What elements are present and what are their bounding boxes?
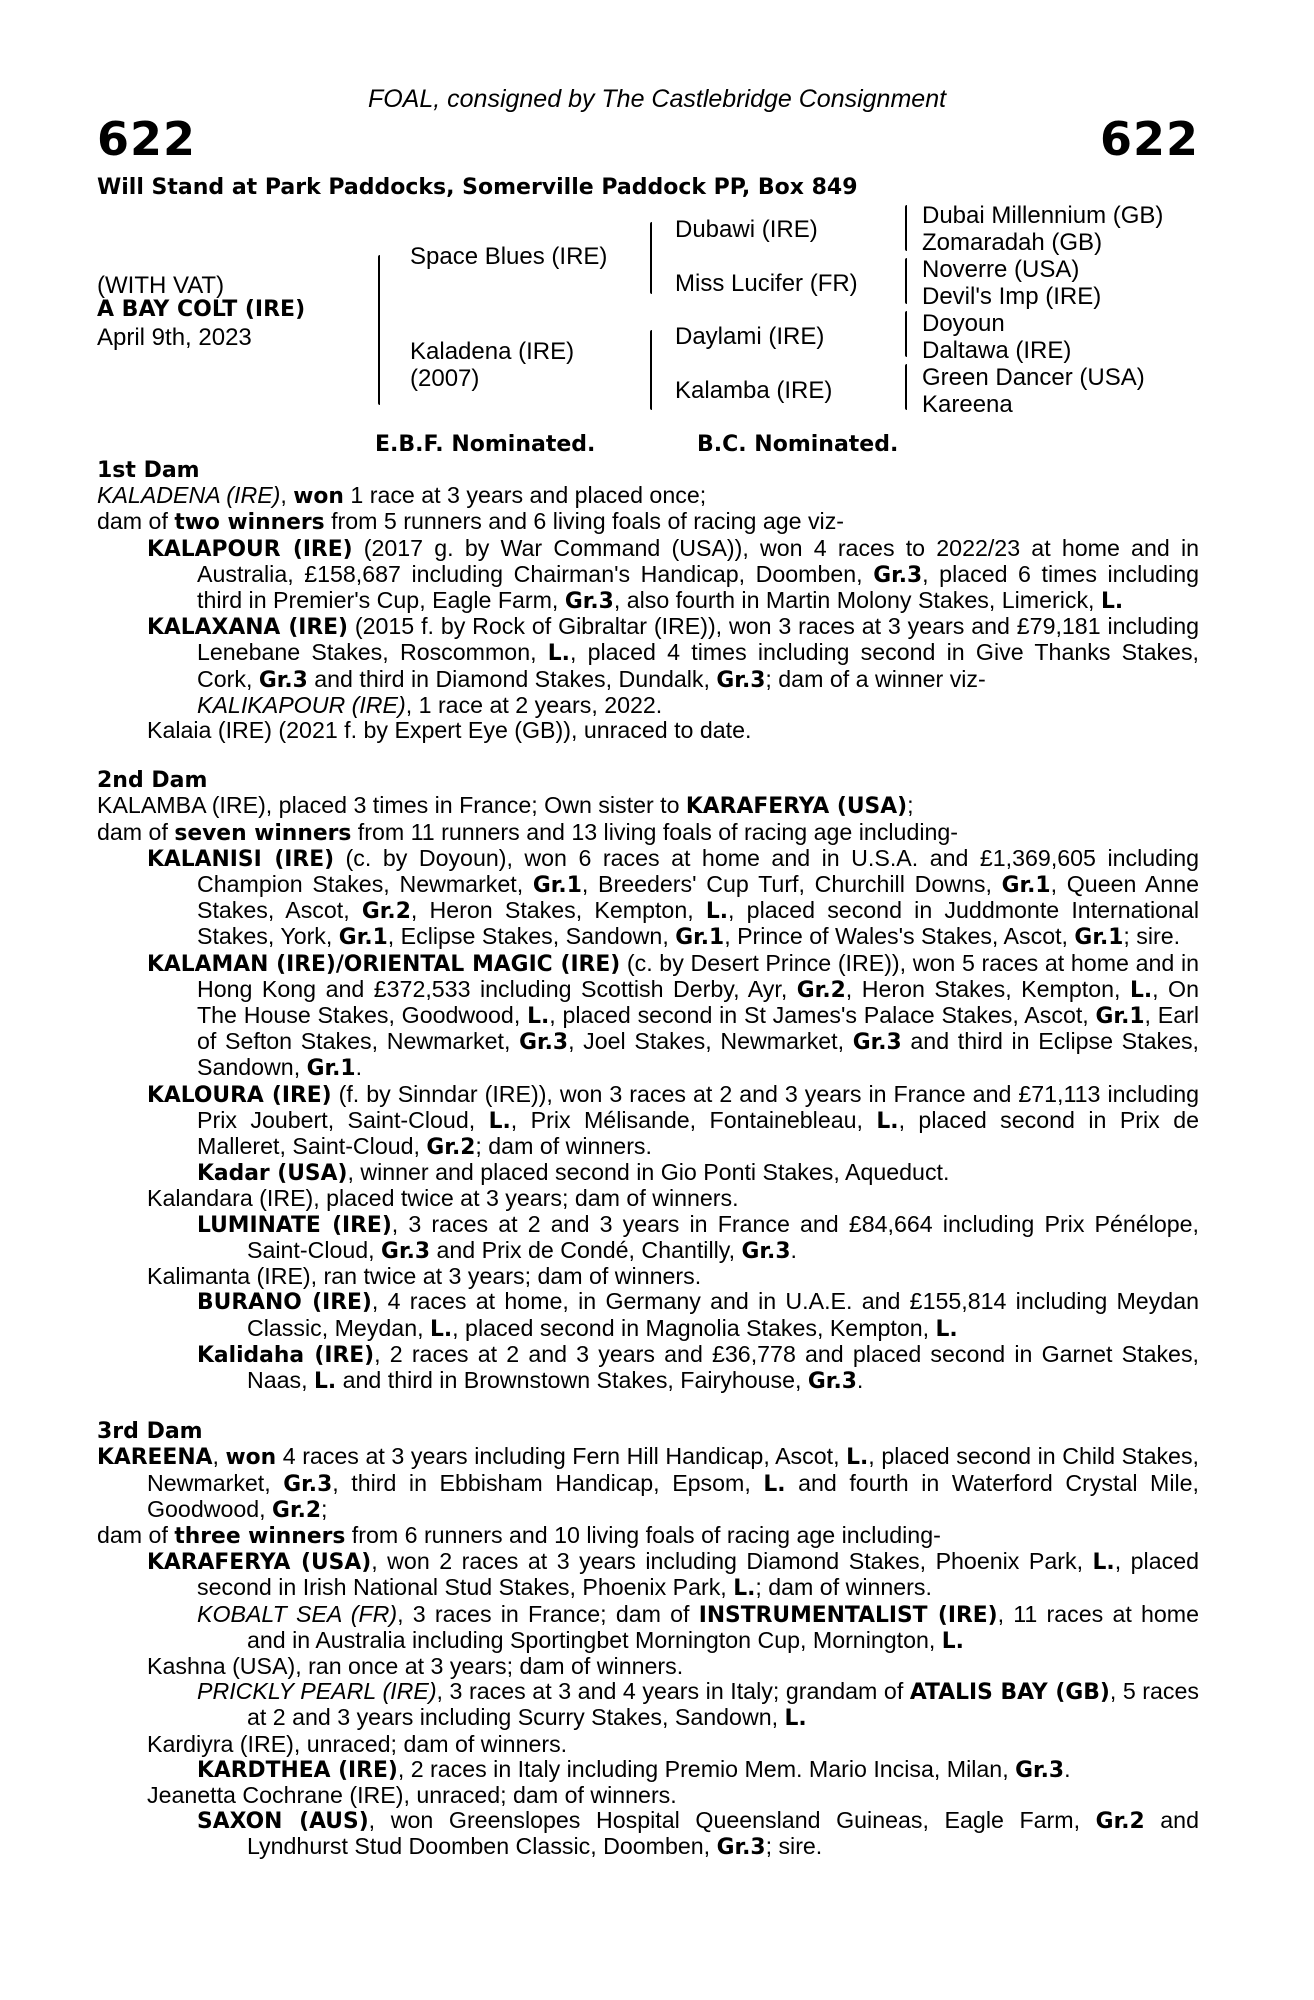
- produce-kadar: Kadar (USA), winner and placed second in Gio Ponti Stakes, Aqueduct.: [197, 1159, 950, 1187]
- dam1-line1: KALADENA (IRE), won 1 race at 3 years and placed once;: [97, 482, 707, 510]
- g-bracket-4: [905, 364, 907, 410]
- dam-name: Kaladena (IRE): [410, 338, 575, 365]
- produce-kashna: Kashna (USA), ran once at 3 years; dam of winners.: [147, 1652, 684, 1679]
- g-bracket-2: [905, 258, 907, 304]
- dam-bracket: [650, 330, 652, 410]
- section-1st-dam: 1st Dam: [97, 458, 200, 483]
- produce-kardiyra: Kardiyra (IRE), unraced; dam of winners.: [147, 1730, 568, 1757]
- gg-8: Kareena: [922, 391, 1013, 418]
- produce-jeanetta: Jeanetta Cochrane (IRE), unraced; dam of winners.: [147, 1781, 677, 1808]
- lot-number-left: 622: [97, 112, 197, 166]
- produce-kalaman: KALAMAN (IRE)/ORIENTAL MAGIC (IRE) (c. by Desert Prince (IRE)), won 5 races at home and in Hong Kong and £372,533 including Scottish Derby, Ayr, Gr.2, Heron Stakes, Kempton, L., On The House Stakes, Goodwood, L., placed second in St James's Palace Stakes, Ascot, Gr.1, Earl of Sefton Stakes, Newmarket, Gr.3, Joel Stakes, Newmarket, Gr.3 and third in Eclipse Stakes, Sandown, Gr.1.: [147, 949, 1199, 1082]
- produce-kalikapour: KALIKAPOUR (IRE), 1 race at 2 years, 2022.: [197, 691, 663, 718]
- produce-saxon: SAXON (AUS), won Greenslopes Hospital Queensland Guineas, Eagle Farm, Gr.2 and Lyndhurst Stud Doomben Classic, Doomben, Gr.3; sire.: [197, 1807, 1199, 1861]
- dam-year: (2007): [410, 365, 480, 392]
- produce-kaloura: KALOURA (IRE) (f. by Sinndar (IRE)), won 3 races at 2 and 3 years in France and £71,113 including Prix Joubert, Saint-Cloud, L., Prix Mélisande, Fontainebleau, L., placed second in Prix de Malleret, Saint-Cloud, Gr.2; dam of winners.: [147, 1080, 1199, 1161]
- bc-nominated: B.C. Nominated.: [697, 432, 899, 457]
- produce-kalanisi: KALANISI (IRE) (c. by Doyoun), won 6 races at home and in U.S.A. and £1,369,605 including Champion Stakes, Newmarket, Gr.1, Breeders' Cup Turf, Churchill Downs, Gr.1, Queen Anne Stakes, Ascot, Gr.2, Heron Stakes, Kempton, L., placed second in Juddmonte International Stakes, York, Gr.1, Eclipse Stakes, Sandown, Gr.1, Prince of Wales's Stakes, Ascot, Gr.1; sire.: [147, 844, 1199, 951]
- gg-2: Zomaradah (GB): [922, 229, 1103, 256]
- dam3-line2: dam of three winners from 6 runners and 10 living foals of racing age including-: [97, 1521, 941, 1549]
- foaling-date: April 9th, 2023: [97, 324, 252, 351]
- produce-prickly-pearl: PRICKLY PEARL (IRE), 3 races at 3 and 4 years in Italy; grandam of ATALIS BAY (GB), 5 races at 2 and 3 years including Scurry Stakes, Sandown, L.: [197, 1678, 1199, 1732]
- g-bracket-1: [905, 205, 907, 251]
- produce-kalandara: Kalandara (IRE), placed twice at 3 years; dam of winners.: [147, 1185, 739, 1212]
- produce-kalimanta: Kalimanta (IRE), ran twice at 3 years; dam of winners.: [147, 1263, 702, 1290]
- gg-7: Green Dancer (USA): [922, 364, 1145, 391]
- horse-name: A BAY COLT (IRE): [97, 297, 306, 322]
- gg-1: Dubai Millennium (GB): [922, 202, 1164, 229]
- produce-kalaxana: KALAXANA (IRE) (2015 f. by Rock of Gibraltar (IRE)), won 3 races at 3 years and £79,181 including Lenebane Stakes, Roscommon, L., placed 4 times including second in Give Thanks Stakes, Cork, Gr.3 and third in Diamond Stakes, Dundalk, Gr.3; dam of a winner viz-: [147, 613, 1199, 693]
- sire-name: Space Blues (IRE): [410, 243, 608, 270]
- dam3-kareena: KAREENA, won 4 races at 3 years including Fern Hill Handicap, Ascot, L., placed second in Child Stakes, Newmarket, Gr.3, third in Ebbisham Handicap, Epsom, L. and fourth in Waterford Crystal Mile, Goodwood, Gr.2;: [97, 1443, 1199, 1523]
- dam-sire: Daylami (IRE): [675, 323, 825, 350]
- section-2nd-dam: 2nd Dam: [97, 768, 208, 794]
- produce-burano: BURANO (IRE), 4 races at home, in Germany and in U.A.E. and £155,814 including Meydan Classic, Meydan, L., placed second in Magnolia Stakes, Kempton, L.: [197, 1288, 1199, 1342]
- sire-sire: Dubawi (IRE): [675, 216, 818, 243]
- gg-5: Doyoun: [922, 310, 1005, 337]
- produce-kalaia: Kalaia (IRE) (2021 f. by Expert Eye (GB)), unraced to date.: [147, 717, 752, 744]
- produce-kobalt-sea: KOBALT SEA (FR), 3 races in France; dam of INSTRUMENTALIST (IRE), 11 races at home and in Australia including Sportingbet Mornington Cup, Mornington, L.: [197, 1600, 1199, 1654]
- produce-kalapour: KALAPOUR (IRE) (2017 g. by War Command (USA)), won 4 races to 2022/23 at home and in Australia, £158,687 including Chairman's Handicap, Doomben, Gr.3, placed 6 times including third in Premier's Cup, Eagle Farm, Gr.3, also fourth in Martin Molony Stakes, Limerick, L.: [147, 534, 1199, 615]
- stand-location: Will Stand at Park Paddocks, Somerville Paddock PP, Box 849: [97, 175, 858, 200]
- dam2-line1: KALAMBA (IRE), placed 3 times in France; Own sister to KARAFERYA (USA);: [97, 792, 914, 820]
- produce-kardthea: KARDTHEA (IRE), 2 races in Italy including Premio Mem. Mario Incisa, Milan, Gr.3.: [197, 1755, 1071, 1783]
- produce-luminate: LUMINATE (IRE), 3 races at 2 and 3 years in France and £84,664 including Prix Pénélope, Saint-Cloud, Gr.3 and Prix de Condé, Chantilly, Gr.3.: [197, 1210, 1199, 1264]
- produce-kalidaha: Kalidaha (IRE), 2 races at 2 and 3 years and £36,778 and placed second in Garnet Stakes, Naas, L. and third in Brownstown Stakes, Fairyhouse, Gr.3.: [197, 1340, 1199, 1394]
- gg-3: Noverre (USA): [922, 256, 1080, 283]
- gg-6: Daltawa (IRE): [922, 337, 1072, 364]
- lot-number-right: 622: [1099, 112, 1199, 166]
- catalogue-body: [97, 458, 1199, 1861]
- g-bracket-3: [905, 311, 907, 357]
- ebf-nominated: E.B.F. Nominated.: [375, 432, 596, 457]
- consignor-line: FOAL, consigned by The Castlebridge Consignment: [367, 85, 947, 113]
- vat-label: (WITH VAT): [97, 272, 225, 299]
- sire-dam: Miss Lucifer (FR): [675, 270, 858, 297]
- dam1-line2: dam of two winners from 5 runners and 6 living foals of racing age viz-: [97, 508, 845, 536]
- dam-dam: Kalamba (IRE): [675, 377, 833, 404]
- gg-4: Devil's Imp (IRE): [922, 283, 1102, 310]
- section-3rd-dam: 3rd Dam: [97, 1419, 203, 1445]
- sire-bracket: [650, 222, 652, 294]
- produce-karaferya: KARAFERYA (USA), won 2 races at 3 years including Diamond Stakes, Phoenix Park, L., placed second in Irish National Stud Stakes, Phoenix Park, L.; dam of winners.: [147, 1548, 1199, 1602]
- pedigree-bracket: [378, 255, 380, 405]
- dam2-line2: dam of seven winners from 11 runners and 13 living foals of racing age including-: [97, 818, 959, 846]
